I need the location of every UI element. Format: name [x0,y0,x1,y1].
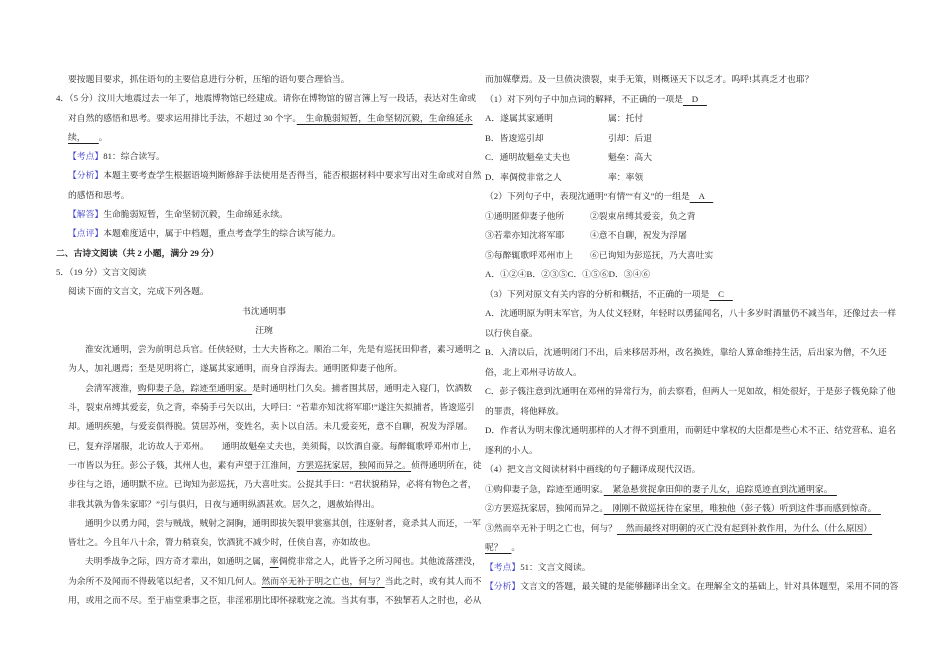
underlined-answer-text: A [689,191,714,201]
tag-label: 【分析】 [485,581,521,591]
question-5 [56,263,472,282]
numbered-pair [485,207,917,227]
text-line [56,417,472,436]
text-line [56,572,482,591]
text-line [485,441,917,461]
text-line [56,475,477,494]
text-segment: 一市皆以为狂。彭公子篯，其州人也，素有声望于江淮间， [68,459,297,470]
text-segment: 魁垒：高大 [608,152,652,162]
underlined-answer-text: 刚刚不做巡抚待在家里，唯独他（彭子篯）听到这件事而感到惊奇。 [603,503,881,513]
text-segment: 皆壮之。今且年八十余，膂力稍衰矣，饮酒犹不减少时，任侠自喜，亦如故也。 [68,537,376,548]
text-line [56,128,472,147]
text-line [56,186,472,205]
text-segment: 会清军渡淮， [85,382,138,393]
text-segment: ①通明匿仰妻子他所 [485,210,565,221]
numbered-pair [485,226,917,246]
option-d-text [485,421,917,441]
text-segment: D．率倜傥非常之人 [485,171,562,182]
text-segment: B．入清以后，沈通明闭门不出，后来移居苏州，改名换姓，靠给人算命维持生活，后出家为僧，不久还 [485,347,887,357]
text-line [56,379,472,398]
left-column [56,70,482,610]
text-segment: A．①②④B．②③⑤C．①⑤⑥D．③④⑥ [485,269,651,279]
text-line [56,495,472,514]
text-segment: 4．（5 分）汶川大地震过去一年了，地震博物馆已经建成。请你在博物馆的留言簿上写一段话，表达对生命或 [56,93,477,104]
text-segment: 而加媒孽焉。及一旦偾决溃裂，束手无策，则概诬天下以乏才。呜呼!其真乏才也耶？ [485,74,814,84]
text-segment: 文言文的答题，最关键的是能够翻译出全文。在理解全文的基础上，针对具体题型，采用不同的答 [520,581,899,591]
option-row-b [485,129,917,149]
tag-label: 【考点】 [485,561,521,572]
text-segment: 是时通明杜门久矣。捕者围其居，通明走入寝门，饮酒数 [252,382,473,393]
text-segment: 侦得通明所在，徒 [411,459,482,470]
sub-question-3 [485,285,917,305]
essay-author [56,321,472,340]
underlined-answer-text: 购仰妻子急，踪迹至通明家。 [137,382,253,393]
text-segment: 率：率领 [608,171,644,182]
option-a-text [485,304,917,324]
sub-question-1 [485,90,917,110]
text-line [56,437,478,456]
text-segment: B．皆逡巡引却 [485,132,544,143]
text-segment: 当此之时，或有其人而不 [384,575,482,586]
option-c-text [485,382,917,402]
text-segment: A．遂属其家通明 [485,113,553,123]
text-segment: A．沈通明原为明末军官，为人仗义轻财，年轻时以勇猛闻名，八十多岁时酒量仍不减当年，还像过去一样 [485,308,897,318]
text-segment: 用，或用之而不尽。至于庙堂秉事之臣，非淫邪朋比即怀禄耽宠之流。当其有事，不独挈若人之肘也，必从 [68,595,482,606]
text-line [56,340,481,359]
text-segment: 二、古诗文阅读（共 2 小题，满分 29 分） [56,247,219,258]
text-segment: 非我其孰为鲁朱家耶？”引与俱归，日夜与通明纵酒甚欢。居久之，遇赦始得出。 [68,498,380,509]
text-segment: 倜傥非常之人，此皆予之所习闻也。其他流落湮没， [278,556,481,567]
text-line [485,324,917,344]
tag-label: 【考点】 [68,151,104,162]
text-segment: 为余所不及闻而不得载笔以纪者，又不知几何人。 [68,575,262,586]
underlined-answer-text: 然而最终对明朝的灭亡没有起到补救作用，为什么（什么原因） [616,522,873,533]
translation-2 [485,499,917,519]
kaodian-line [485,558,917,578]
kaodian-line [56,147,472,166]
underlined-answer-text: 续， [68,131,99,142]
tag-label: 【点评】 [68,228,104,239]
text-segment: 引却：后退 [608,132,652,143]
text-segment: （1）对下列句子中加点词的解释，不正确的一项是 [485,93,683,104]
text-segment: 逐利的小人。 [485,444,538,455]
text-segment: 要按题目要求，抓住语句的主要信息进行分析，压缩的语句要合理恰当。 [68,74,350,84]
underlined-answer-text: C [709,288,733,299]
text-line [56,456,482,475]
fenxi-line [485,577,917,597]
tag-label: 【分析】 [68,170,104,181]
text-segment: （4）把文言文阅读材料中画线的句子翻译成现代汉语。 [485,464,701,474]
option-b-text [485,343,917,363]
text-line [485,402,917,422]
text-segment: 的罪责，将他释放。 [485,405,565,416]
option-row-d [485,168,917,188]
jieda-line [56,205,472,224]
underlined-answer-text: D [682,93,707,104]
sub-question-4 [485,460,917,480]
text-line [56,398,475,417]
text-segment: 汪琬 [255,324,273,335]
text-segment: 步往与之语，通明默不应。已询知为彭巡抚，乃大喜吐实。公捉其手曰：“君状貌稍异，必将有物色之者， [68,479,477,490]
translation-3 [485,519,917,539]
underlined-answer-text: 紧急悬赏捉拿田仰的妻子儿女，追踪觅迹直到沈通明家。 [603,483,837,494]
text-segment: 5．（19 分）文言文阅读 [56,266,147,277]
text-segment: 夫明季战争之际，四方奇才辈出，如通明之属， [85,556,270,567]
text-line [485,538,917,558]
text-segment: 对自然的感悟和思考。要求运用排比手法，不超过 30 个字。 [68,112,297,123]
text-segment: 的感悟和思考。 [68,189,130,200]
text-segment: 以行侠自豪。 [485,327,538,338]
fenxi-line [56,166,482,185]
underlined-answer-text: 方罢巡抚家居，独闻而异之。 [296,459,412,470]
text-line [56,70,472,89]
choice-row [485,265,917,285]
underlined-answer-text: 生命脆弱短暂，生命坚韧沉毅，生命绵延永 [296,112,473,123]
text-segment: 本题主要考查学生根据语境判断修辞手法使用是否得当，能否根据材料中要求写出对生命或对自然 [103,170,482,181]
text-segment: （3）下列对原文有关内容的分析和概括，不正确的一项是 [485,288,710,299]
option-row-a [485,109,917,129]
text-segment: 81：综合读写。 [103,151,165,162]
text-line [56,552,481,571]
dianping-line [56,224,472,243]
text-segment: ③若辈亦知沈将军耶 [485,230,565,240]
underlined-answer-text: 然而卒无补于明之亡也，何与？ [261,575,385,586]
text-segment: 淮安沈通明，尝为前明总兵官。任侠轻财，士大夫皆称之。顺治二年，先是有巡抚田仰者，素习通明之 [85,344,481,355]
text-segment: ②方罢巡抚家居，独闻而异之。 [485,503,604,513]
text-segment: 通明少以勇力闻，尝与贼战，贼射之洞胸，通明即拔矢裂甲裳塞其创，往逐射者，竟杀其人而还，一军 [85,517,481,528]
text-line [56,282,472,301]
right-column [485,70,917,597]
text-segment: 51：文言文阅读。 [520,561,591,572]
essay-title [56,302,472,321]
text-line [56,514,481,533]
text-segment: 俗，北上邓州寻访故人。 [485,366,582,377]
text-line [56,591,482,610]
underlined-answer-text: 率 [269,556,279,567]
text-line [485,70,917,90]
text-segment: （2）下列句子中，表现沈通明“有情”“有义”的一组是 [485,191,690,201]
tag-label: 【解答】 [68,209,104,220]
text-segment: ④意不自聊，祝发为浮屠 [590,230,687,240]
text-segment: 斗，裂束帛缚其爱妾，负之背，牵骑手弓矢以出，大呼曰：“若辈亦知沈将军耶!”遂注矢拟捕者，皆逡巡引 [68,402,475,413]
text-segment: 本题难度适中，属于中档题，重点考查学生的综合读写能力。 [103,228,341,239]
text-segment: ⑥已询知为彭巡抚，乃大喜吐实 [590,249,714,260]
underlined-answer-text: 呢？ [485,542,512,552]
text-segment: 属：托付 [608,113,644,123]
text-segment: 。 [511,542,521,552]
text-segment: 为人，加礼遇焉；至是见明将亡，遂属其家通明，而身自浮海去。通明匿仰妻子他所。 [68,363,403,374]
text-segment: 已，复弃浮屠服，北访故人于邓州。 通明故魁垒丈夫也，美须髯，以饮酒自豪。每醉辄歌呼邓州市上， [68,440,478,451]
numbered-pair [485,246,917,266]
text-segment: ②裂束帛缚其爱妾，负之背 [590,210,696,221]
text-segment: 书沈通明事 [242,305,286,316]
text-line [56,533,472,552]
text-segment: 阅读下面的文言文，完成下列各题。 [68,286,209,297]
text-segment: ⑤每醉辄歌呼邓州市上 [485,249,573,260]
text-segment: 生命脆弱短暂，生命坚韧沉毅，生命绵延永续。 [103,209,288,220]
text-segment: ③然而卒无补于明之亡也，何与？ [485,522,617,533]
text-segment: C．彭子篯注意到沈通明在邓州的异常行为，前去察看，但两人一见如故，相处很好，于是彭子篯免除了他 [485,386,896,396]
text-line [56,109,472,128]
text-line [485,363,917,383]
option-row-c [485,148,917,168]
text-segment: 却。通明疾驰，与爱妾俱得脱。赁居苏州，变姓名，卖卜以自活。未几爱妾死，意不自聊，祝发为浮屠。 [68,421,473,432]
sub-question-2 [485,187,917,207]
text-segment: D．作者认为明末像沈通明那样的人才得不到重用，而朝廷中掌权的大臣都是些心术不正、结党营私、追名 [485,425,897,435]
text-segment: ①购仰妻子急，踪迹至通明家。 [485,483,604,494]
text-segment: C．通明故魁垒丈夫也 [485,152,571,162]
section-heading [56,244,472,263]
text-line [56,359,472,378]
translation-1 [485,480,917,500]
question-4 [56,89,477,108]
text-segment: 。 [98,131,108,142]
